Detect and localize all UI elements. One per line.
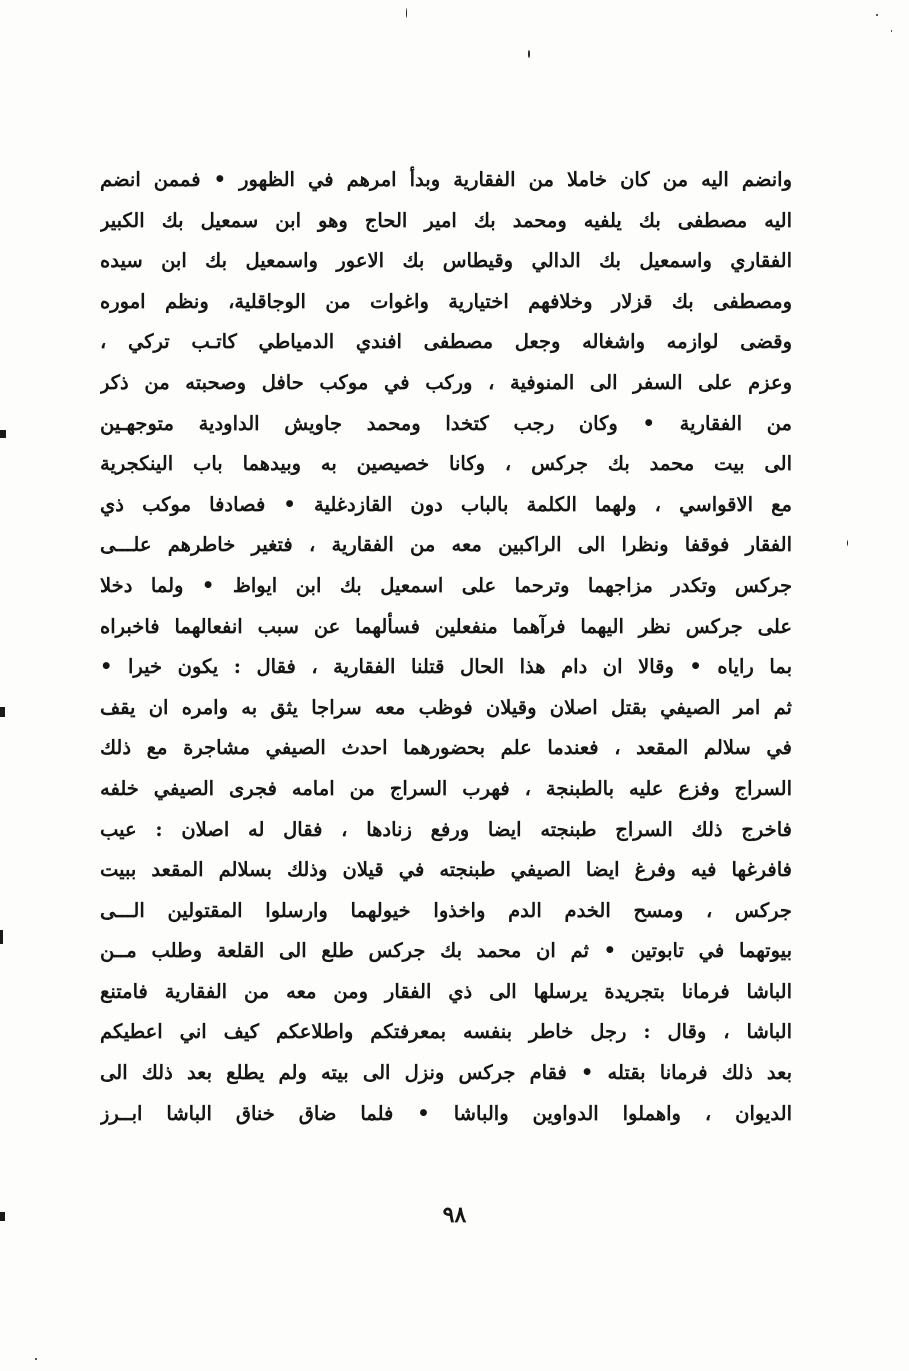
text-line: الفقار فوقفا ونظرا الى الراكبين معه من الفقارية ، فتغير خاطرهم علـــى [100, 533, 792, 557]
text-line: الى بيت محمد بك جركس ، وكانا خصيصين به وبيدهما باب الينكجرية [100, 452, 792, 476]
scan-speck [847, 540, 848, 546]
text-line: ثم امر الصيفي بقتل اصلان وقيلان فوظب معه سراجا يثق به وامره ان يقف [100, 695, 792, 719]
text-line: في سلالم المقعد ، فعندما علم بحضورهما احدث الصيفي مشاجرة مع ذلك [100, 736, 792, 760]
text-line: مع الاقواسي ، ولهما الكلمة بالباب دون القازدغلية • فصادفا موكب ذي [100, 492, 792, 516]
scan-speck [35, 1358, 37, 1360]
text-line: اليه مصطفى بك يلفيه ومحمد بك امير الحاج وهو ابن سمعيل بك الكبير [100, 208, 792, 232]
scan-speck [528, 50, 530, 58]
scan-speck [406, 8, 407, 18]
scan-speck [876, 14, 878, 16]
text-line: فاخرج ذلك السراج طبنجته ايضا ورفع زنادها ، فقال له اصلان : عيب [100, 817, 792, 841]
scan-speck [891, 30, 892, 32]
text-line: على جركس نظر اليهما فرآهما منفعلين فسألهما عن سبب انفعالهما فاخبراه [100, 614, 792, 638]
text-line: السراج وفزع عليه بالطبنجة ، فهرب السراج من امامه فجرى الصيفي خلفه [100, 776, 792, 800]
text-line: وقضى لوازمه واشغاله وجعل مصطفى افندي الدمياطي كاتـب تركي ، [100, 330, 792, 354]
text-line: ومصطفى بك قزلار وخلافهم اختيارية واغوات من الوجاقلية، ونظم اموره [100, 289, 792, 313]
text-line: فافرغها فيه وفرغ ايضا الصيفي طبنجته في قيلان وذلك بسلالم المقعد ببيت [100, 858, 792, 882]
scan-edge-mark [0, 1212, 5, 1221]
scan-edge-mark [0, 930, 3, 944]
text-line: بيوتهما في تابوتين • ثم ان محمد بك جركس طلع الى القلعة وطلب مــن [100, 939, 792, 963]
text-line: بما راياه • وقالا ان دام هذا الحال قتلنا الفقارية ، فقال : يكون خيرا • [100, 655, 792, 679]
text-line: الفقاري واسمعيل بك الدالي وقيطاس بك الاعور واسمعيل بك ابن سيده [100, 249, 792, 273]
text-line: الباشا فرمانا بتجريدة يرسلها الى ذي الفقار ومن معه من الفقارية فامتنع [100, 979, 792, 1003]
text-line: الديوان ، واهملوا الدواوين والباشا • فلما ضاق خناق الباشا ابــرز [100, 1101, 792, 1125]
text-line: بعد ذلك فرمانا بقتله • فقام جركس ونزل الى بيته ولم يطلع بعد ذلك الى [100, 1061, 792, 1085]
text-line: من الفقارية • وكان رجب كتخدا ومحمد جاويش الداودية متوجهـين [100, 411, 792, 435]
text-line: جركس ، ومسح الخدم الدم واخذوا خيولهما وارسلوا المقتولين الـــى [100, 898, 792, 922]
text-line: وانضم اليه من كان خاملا من الفقارية وبدأ امرهم في الظهور • فممن انضم [100, 168, 792, 191]
body-text [100, 160, 792, 1134]
text-line: الباشا ، وقال : رجل خاطر بنفسه بمعرفتكم واطلاعكم كيف اني اعطيكم [100, 1020, 792, 1044]
page-number: ٩٨ [442, 1202, 467, 1228]
text-line: وعزم على السفر الى المنوفية ، وركب في موكب حافل وصحبته من ذكر [100, 370, 792, 394]
scan-edge-mark [0, 707, 5, 717]
text-line: جركس وتكدر مزاجهما وترحما على اسمعيل بك ابن ايواظ • ولما دخلا [100, 573, 792, 597]
scan-edge-mark [0, 430, 6, 438]
